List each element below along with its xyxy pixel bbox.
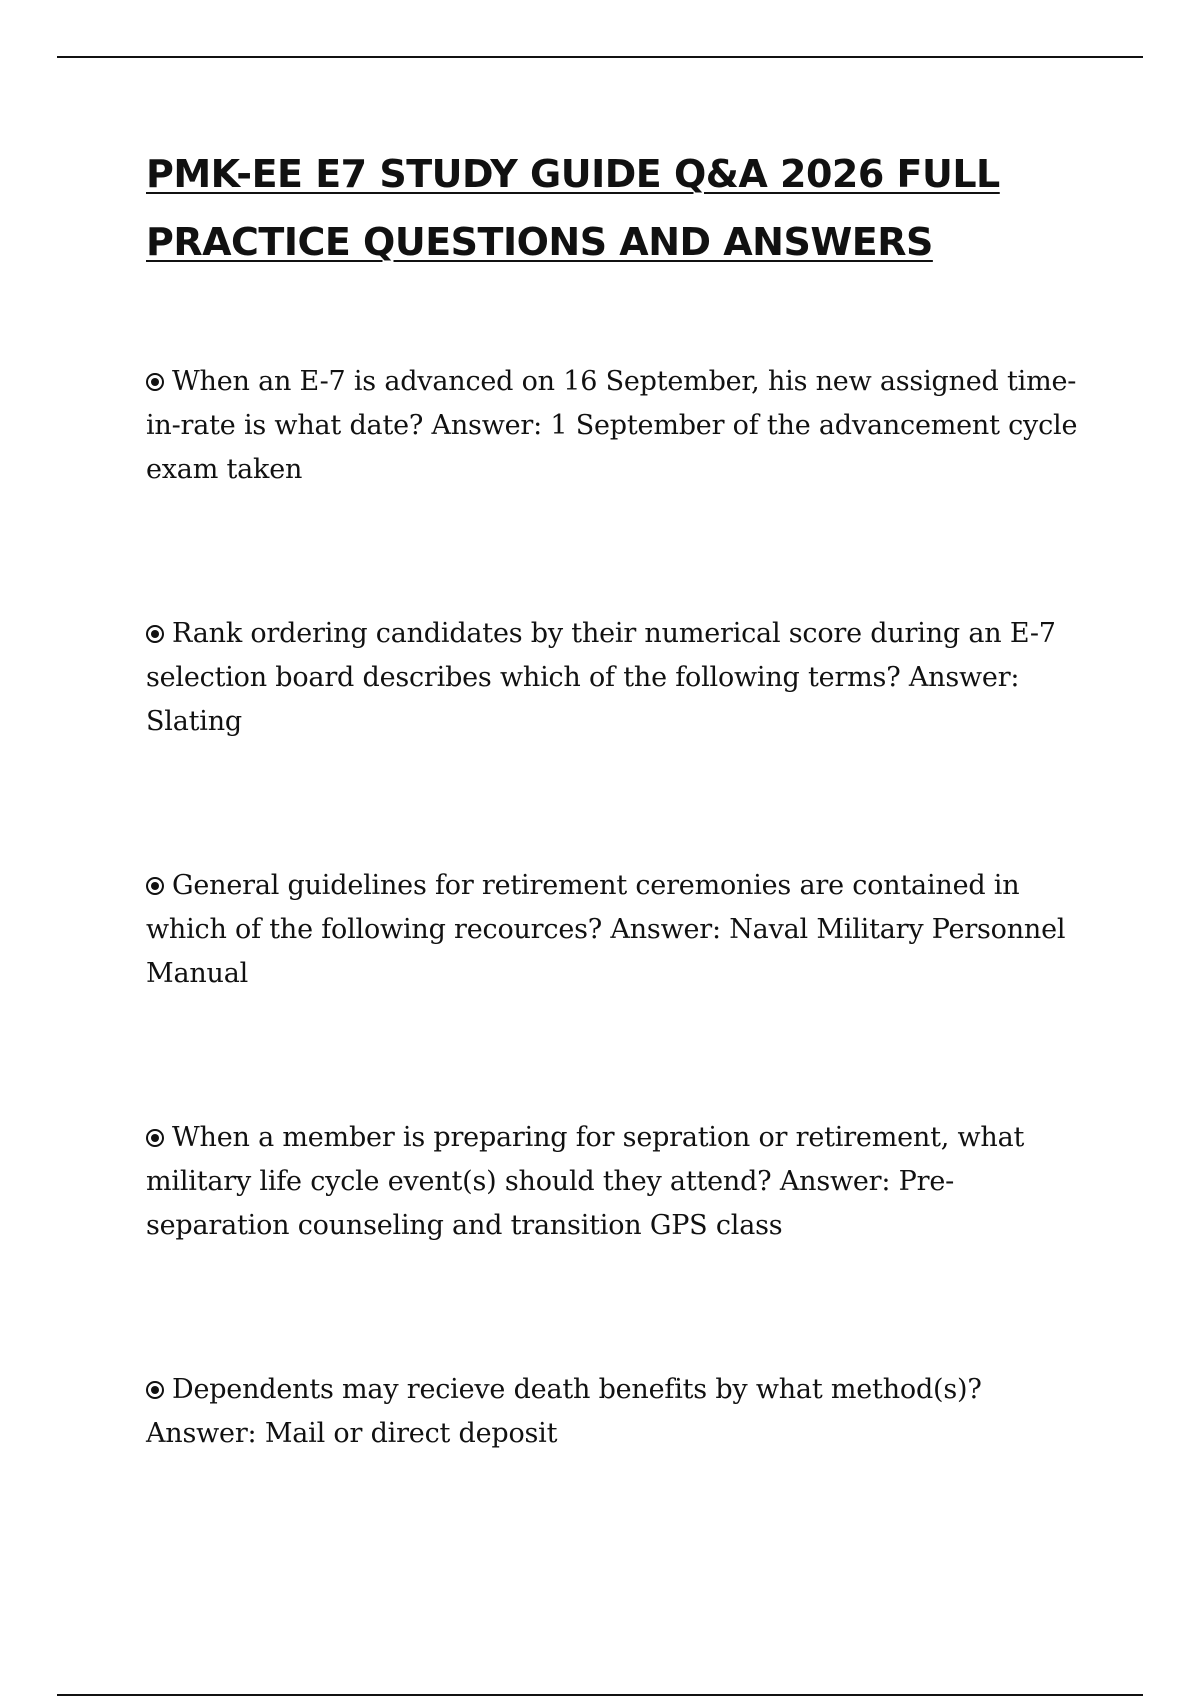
answer-text: Slating [146, 706, 242, 737]
answer-text: 1 September of the advancement cycle exam taken [146, 410, 1078, 485]
answer-text: Mail or direct deposit [264, 1418, 558, 1449]
radio-bullet-icon [146, 625, 164, 643]
radio-bullet-icon [146, 1381, 164, 1399]
qa-list [146, 360, 1096, 1456]
document-body [146, 140, 1096, 1576]
radio-bullet-icon [146, 877, 164, 895]
radio-bullet-icon [146, 373, 164, 391]
answer-label: Answer: [610, 914, 721, 945]
qa-item [146, 1116, 1096, 1248]
answer-label: Answer: [146, 1418, 257, 1449]
document-title: PMK-EE E7 STUDY GUIDE Q&A 2026 FULL PRACTICE QUESTIONS AND ANSWERS [146, 152, 1000, 264]
top-divider [57, 56, 1143, 58]
question-text: Rank ordering candidates by their numerical score during an E-7 selection board describes which of the following terms? [146, 618, 1056, 693]
question-text: When an E-7 is advanced on 16 September, his new assigned time-in-rate is what date? [146, 366, 1077, 441]
bottom-divider [57, 1694, 1143, 1696]
answer-label: Answer: [779, 1166, 891, 1197]
answer-text: Pre-separation counseling and transition GPS class [146, 1166, 955, 1241]
radio-bullet-icon [146, 1129, 164, 1147]
qa-item [146, 864, 1096, 996]
answer-label: Answer: [908, 662, 1020, 693]
qa-item [146, 612, 1096, 744]
answer-label: Answer: [431, 410, 542, 441]
question-text: General guidelines for retirement ceremonies are contained in which of the following recources? [146, 870, 1020, 945]
question-text: Dependents may recieve death benefits by what method(s)? [172, 1374, 982, 1405]
question-text: When a member is preparing for sepration or retirement, what military life cycle event(s) should they attend? [146, 1122, 1025, 1197]
qa-item [146, 1368, 1096, 1456]
answer-text: Naval Military Personnel Manual [146, 914, 1066, 989]
qa-item [146, 360, 1096, 492]
